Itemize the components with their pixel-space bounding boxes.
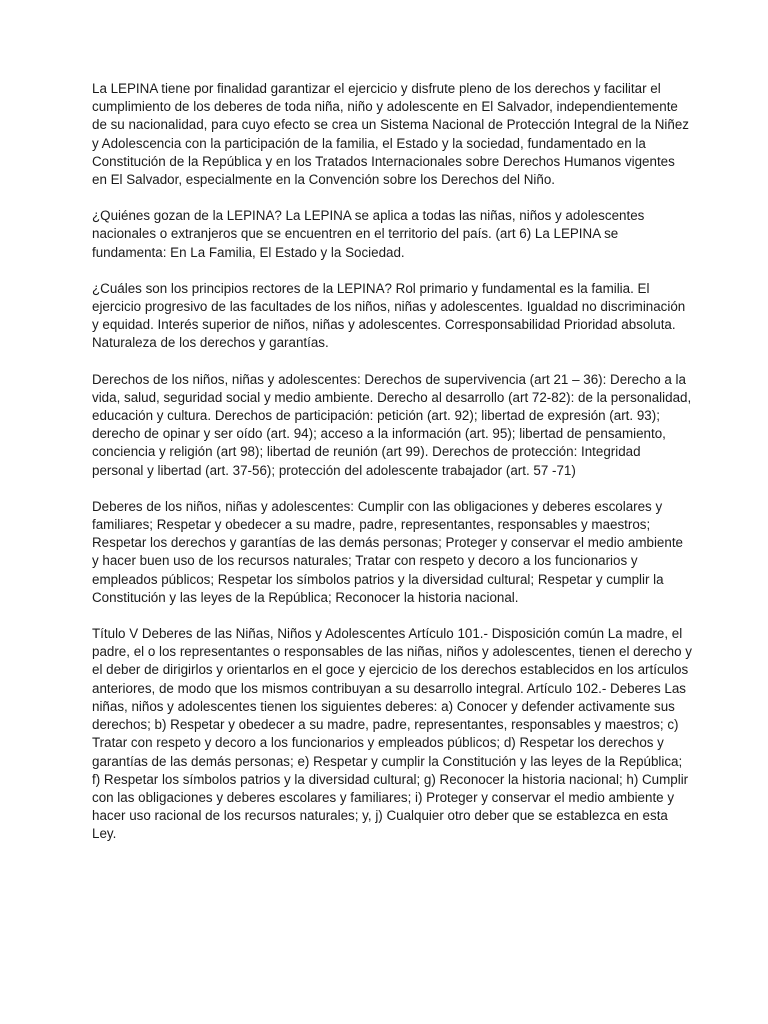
paragraph-title-v-articles: Título V Deberes de las Niñas, Niños y Adolescentes Artículo 101.- Disposición común La madre, el padre, el o los representantes o responsables de las niñas, niños y adolescentes, tienen el derecho y el deber de dirigirlos y orientarlos en el goce y ejercicio de los derechos establecidos en los artículos anteriores, de modo que los mismos contribuyan a su desarrollo integral. Artículo 102.- Deberes Las niñas, niños y adolescentes tienen los siguientes deberes: a) Conocer y defender activamente sus derechos; b) Respetar y obedecer a su madre, padre, representantes, responsables y maestros; c) Tratar con respeto y decoro a los funcionarios y empleados públicos; d) Respetar los derechos y garantías de las demás personas; e) Respetar y cumplir la Constitución y las leyes de la República; f) Respetar los símbolos patrios y la diversidad cultural; g) Reconocer la historia nacional; h) Cumplir con las obligaciones y deberes escolares y familiares; i) Proteger y conservar el medio ambiente y hacer uso racional de los recursos naturales; y, j) Cualquier otro deber que se establezca en esta Ley. [92, 626, 692, 842]
paragraph-guiding-principles: ¿Cuáles son los principios rectores de la LEPINA? Rol primario y fundamental es la familia. El ejercicio progresivo de las facultades de los niños, niñas y adolescentes. Igualdad no discriminación y equidad. Interés superior de niños, niñas y adolescentes. Corresponsabilidad Prioridad absoluta. Naturaleza de los derechos y garantías. [92, 280, 686, 351]
document-body [92, 80, 692, 862]
paragraph-lepina-purpose: La LEPINA tiene por finalidad garantizar el ejercicio y disfrute pleno de los derechos y facilitar el cumplimiento de los deberes de toda niña, niño y adolescente en El Salvador, independientemente de su nacionalidad, para cuyo efecto se crea un Sistema Nacional de Protección Integral de la Niñez y Adolescencia con la participación de la familia, el Estado y la sociedad, fundamentado en la Constitución de la República y en los Tratados Internacionales sobre Derechos Humanos vigentes en El Salvador, especialmente en la Convención sobre los Derechos del Niño. [92, 81, 689, 188]
paragraph-rights: Derechos de los niños, niñas y adolescentes: Derechos de supervivencia (art 21 – 36): Derecho a la vida, salud, seguridad social y medio ambiente. Derecho al desarrollo (art 72-82): de la personalidad, educación y cultura. Derechos de participación: petición (art. 92); libertad de expresión (art. 93); derecho de opinar y ser oído (art. 94); acceso a la información (art. 95); libertad de pensamiento, conciencia y religión (art 98); libertad de reunión (art 99). Derechos de protección: Integridad personal y libertad (art. 37-56); protección del adolescente trabajador (art. 57 -71) [92, 371, 692, 478]
paragraph-who-benefits: ¿Quiénes gozan de la LEPINA? La LEPINA se aplica a todas las niñas, niños y adolescentes nacionales o extranjeros que se encuentren en el territorio del país. (art 6) La LEPINA se fundamenta: En La Familia, El Estado y la Sociedad. [92, 208, 645, 260]
paragraph-duties: Deberes de los niños, niñas y adolescentes: Cumplir con las obligaciones y deberes escolares y familiares; Respetar y obedecer a su madre, padre, representantes, responsables y maestros; Respetar los derechos y garantías de las demás personas; Proteger y conservar el medio ambiente y hacer buen uso de los recursos naturales; Tratar con respeto y decoro a los funcionarios y empleados públicos; Respetar los símbolos patrios y la diversidad cultural; Respetar y cumplir la Constitución y las leyes de la República; Reconocer la historia nacional. [92, 498, 683, 605]
